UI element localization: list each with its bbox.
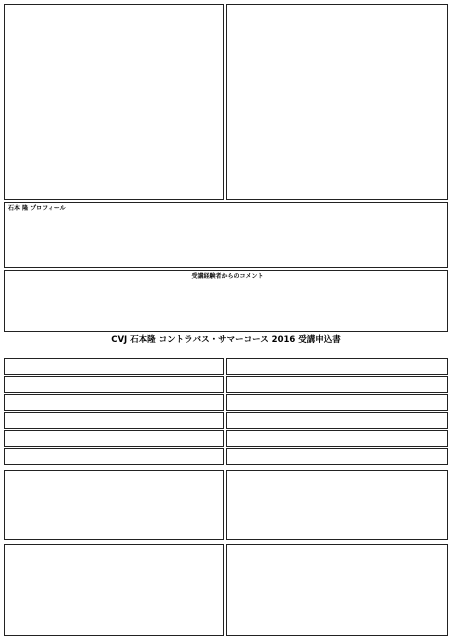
- octave-course-box: [226, 4, 448, 200]
- form-field[interactable]: [226, 448, 448, 465]
- form-field[interactable]: [226, 394, 448, 411]
- contact-cell: [4, 470, 224, 540]
- form-field[interactable]: [226, 430, 448, 447]
- form-field[interactable]: [226, 376, 448, 393]
- course-contents-box: [4, 4, 224, 200]
- date-cell: [226, 470, 448, 540]
- form-field[interactable]: [226, 412, 448, 429]
- form-field[interactable]: [4, 376, 224, 393]
- profile-title: 石本 隆 プロフィール: [8, 205, 66, 212]
- form-field[interactable]: [4, 448, 224, 465]
- form-title: CVJ 石本隆 コントラバス・サマーコース 2016 受講申込書: [111, 335, 341, 345]
- inquiry-box: [4, 544, 224, 636]
- form-field[interactable]: [4, 430, 224, 447]
- comments-box: [4, 270, 448, 332]
- profile-box: [4, 202, 448, 268]
- form-field[interactable]: [226, 358, 448, 375]
- payment-box: [226, 544, 448, 636]
- form-field[interactable]: [4, 358, 224, 375]
- comments-heading: 受講経験者からのコメント: [191, 273, 264, 280]
- form-field[interactable]: [4, 412, 224, 429]
- form-field[interactable]: [4, 394, 224, 411]
